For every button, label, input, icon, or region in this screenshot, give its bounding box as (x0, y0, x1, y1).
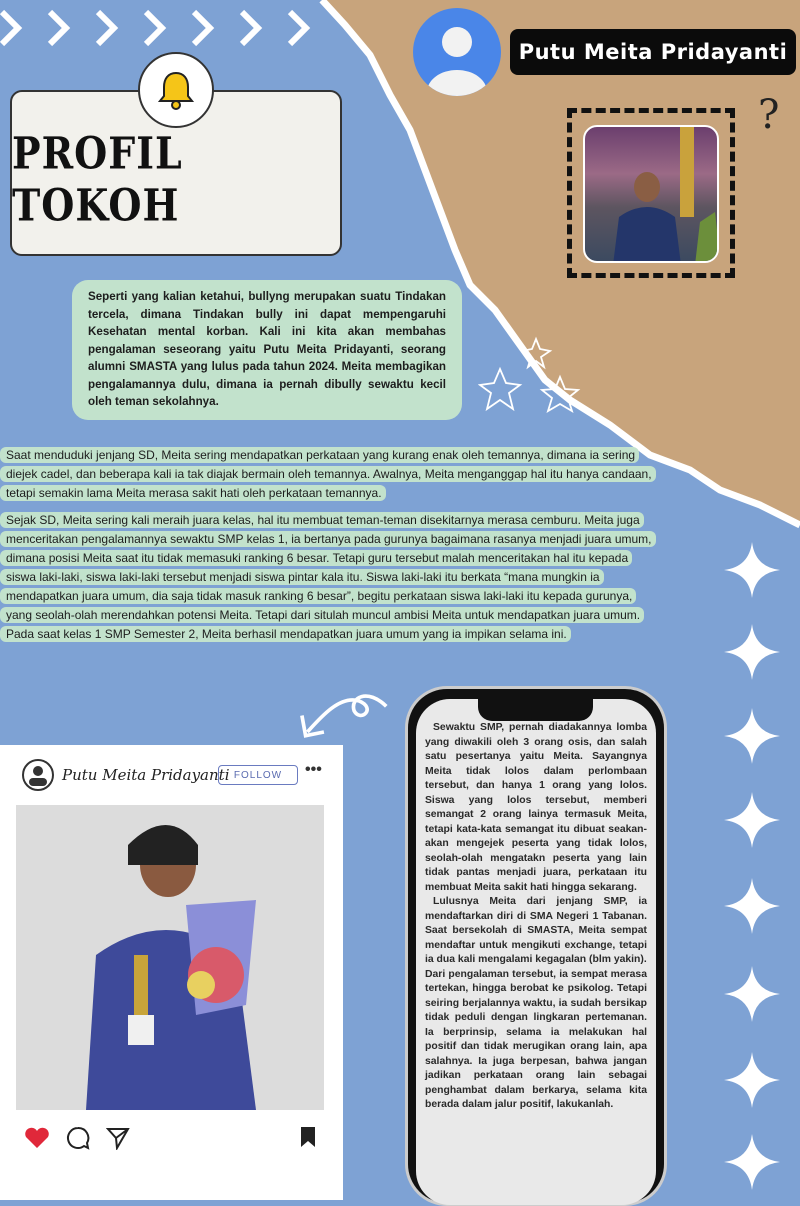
post-header (22, 759, 230, 791)
phone-paragraph-2: Lulusnya Meita dari jenjang SMP, ia mendaftarkan diri di SMA Negeri 1 Tabanan. Saat bersekolah di SMASTA, Meita sempat mendaftar untuk mengikuti exchange, tetapi ia dua kali mengalami kegagalan (blm yakin). (425, 896, 647, 965)
phone-paragraph-3: Dari pengalaman tersebut, ia sempat merasa tertekan, hingga berobat ke psikolog. Tetapi seiring berjalannya waktu, ia sudah bersikap tidak peduli dengan lingkaran pertemanan. Ia berprinsip, selama ia melakukan hal positif dan tidak merugikan orang lain, apa salahnya. Ia juga berpesan, bahwa jangan jadikan perkataan orang lain sebagai penghambat dalam berkarya, selama kita berada dalam jalur positif, lakukanlah. (425, 968, 647, 1110)
sparkle-icon (724, 966, 780, 1022)
profile-photo (583, 125, 719, 263)
phone-mockup (405, 686, 667, 1206)
sparkle-icon (724, 542, 780, 598)
bell-icon (138, 52, 214, 128)
comment-icon[interactable] (66, 1126, 90, 1150)
sparkle-icon (724, 624, 780, 680)
chevron-decoration (0, 8, 320, 48)
sparkle-icon (724, 708, 780, 764)
sparkle-icon (724, 1052, 780, 1108)
follow-button[interactable]: FOLLOW (218, 765, 298, 785)
user-avatar-icon (22, 759, 54, 791)
name-badge: Putu Meita Pridayanti (510, 29, 796, 75)
share-icon[interactable] (106, 1126, 130, 1150)
story-text (0, 446, 656, 652)
more-options-icon[interactable]: ••• (305, 761, 322, 778)
story-paragraph-2: Sejak SD, Meita sering kali meraih juara kelas, hal itu membuat teman-teman disekitarnya merasa cemburu. Meita juga menceritakan pengalamannya sewaktu SMP kelas 1, ia bertanya pada gurunya bagaimana rasanya menjadi juara umum, dimana posisi Meita saat itu tidak memasuki ranking 6 besar. Tetapi guru tersebut malah menceritakan hal itu kepada siswa laki-laki, siswa laki-laki tersebut menjadi siswa pintar kala itu. Siswa laki-laki itu berkata “mana mungkin ia mendapatkan juara umum, dia saja tidak masuk ranking 6 besar”, begitu perkataan siswa laki-laki itu kepada gurunya, yang seolah-olah merendahkan potensi Meita. Tetapi dari situlah muncul ambisi Meita untuk mendapatkan juara umum. Pada saat kelas 1 SMP Semester 2, Meita berhasil mendapatkan juara umum yang ia impikan selama ini. (0, 512, 656, 642)
like-heart-icon[interactable] (24, 1127, 50, 1149)
post-photo (16, 805, 324, 1110)
post-username[interactable]: Putu Meita Pridayanti (62, 766, 230, 784)
question-mark: ? (758, 92, 780, 138)
avatar-icon (413, 8, 501, 96)
instagram-post-card (0, 745, 343, 1200)
sparkle-icon (724, 792, 780, 848)
page-title: PROFIL TOKOH (12, 127, 183, 231)
intro-bubble: Seperti yang kalian ketahui, bullyng merupakan suatu Tindakan tercela, dimana Tindakan bully ini dapat mempengaruhi Kesehatan mental korban. Kali ini kita akan membahas pengalaman seseorang yaitu Putu Meita Pridayanti, seorang alumni SMASTA yang lulus pada tahun 2024. Meita membagikan pengalamannya dulu, dimana ia pernah dibully sewaktu kecil oleh teman sekolahnya. (72, 280, 462, 420)
stars-decoration (478, 335, 588, 425)
story-paragraph-1: Saat menduduki jenjang SD, Meita sering mendapatkan perkataan yang kurang enak oleh temannya, dimana ia sering diejek cadel, dan beberapa kali ia tak diajak bermain oleh temannya. Awalnya, Meita menganggap hal itu hanya candaan, tetapi semakin lama Meita merasa sakit hati oleh perkataan temannya. (0, 447, 656, 501)
phone-text (425, 721, 647, 1113)
bookmark-icon[interactable] (298, 1126, 318, 1148)
curved-arrow-icon (290, 688, 400, 743)
phone-notch (478, 699, 593, 721)
sparkle-icon (724, 878, 780, 934)
sparkle-icon (724, 1134, 780, 1190)
phone-paragraph-1: Sewaktu SMP, pernah diadakannya lomba yang diwakili oleh 3 orang osis, dan salah satu pesertanya yaitu Meita. Sayangnya Meita tidak lolos dalam perlombaan tersebut, dan hanya 1 orang yang lolos. Siswa yang lolos tersebut, memberi semangat 2 orang lainya termasuk Meita, tetapi kata-kata semangat itu dibuat seakan-akan mengejek peserta yang tidak lolos, seolah-olah mengatakn peserta yang lain tidak pantas menjadi juara, perkataan itu membuat Meita sakit hati hingga sekarang. (425, 722, 647, 893)
